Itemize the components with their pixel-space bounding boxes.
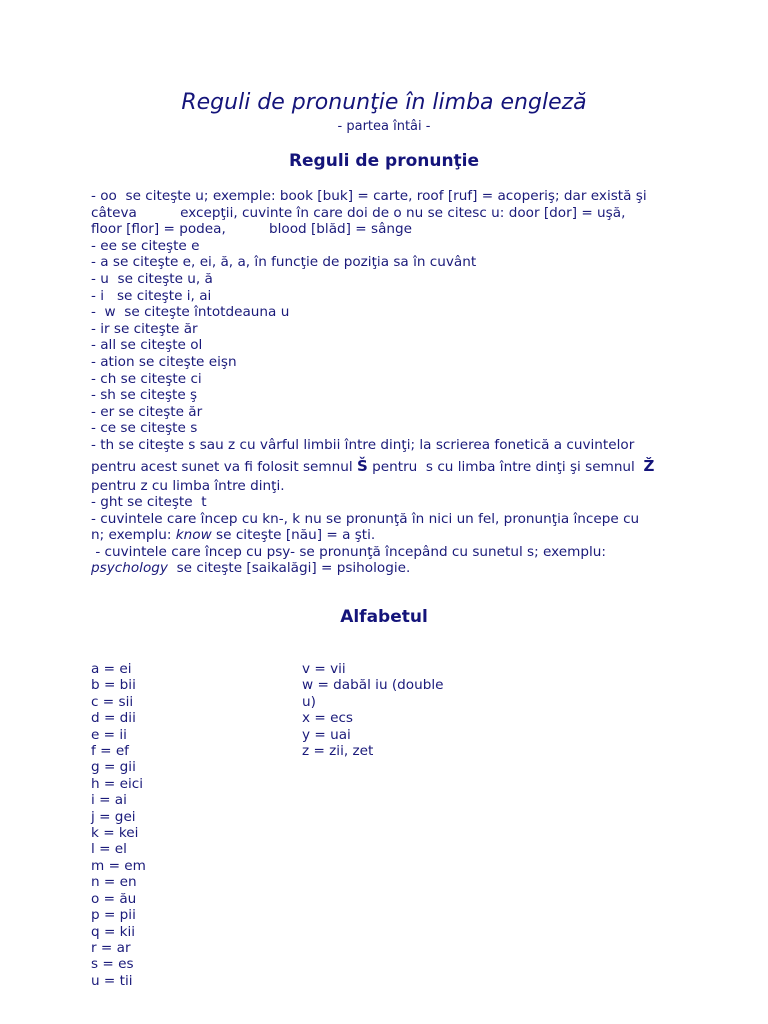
rule-line: - ce se citeşte s xyxy=(91,420,198,437)
alphabet-entry: a = ei xyxy=(91,661,132,677)
rule-line: câteva excepţii, cuvinte în care doi de o nu se citesc u: door [dor] = uşă, xyxy=(91,204,626,221)
alphabet-entry: z = zii, zet xyxy=(302,743,374,760)
rule-line: - sh se citeşte ş xyxy=(91,387,198,404)
alphabet-entry: p = pii xyxy=(91,907,136,924)
alphabet-column-2 xyxy=(302,661,462,759)
symbol-z: Ž xyxy=(643,456,655,475)
rule-line: pentru z cu limba între dinţi. xyxy=(91,477,285,494)
rule-text: se citeşte [saikalăgi] = psihologie. xyxy=(167,560,411,577)
alphabet-entry: i = ai xyxy=(91,792,127,809)
alphabet-entry: x = ecs xyxy=(302,710,353,727)
alphabet-entry: r = ar xyxy=(91,939,131,956)
rule-line: - th se citeşte s sau z cu vârful limbii între dinţi; la scrierea fonetică a cuvintelor xyxy=(91,436,635,453)
alphabet-entry: e = ii xyxy=(91,726,127,743)
alphabet-entry: w = dabăl iu (double xyxy=(302,677,444,694)
alphabet-entry: s = es xyxy=(91,956,134,973)
page-subtitle: - partea întâi - xyxy=(337,119,431,134)
alphabet-entry: q = kii xyxy=(91,923,136,940)
rule-line: - w se citeşte întotdeauna u xyxy=(91,304,290,321)
rule-text: pentru acest sunet va fi folosit semnul xyxy=(91,458,357,475)
rule-text: se citeşte [nău] = a şti. xyxy=(211,527,376,544)
rule-text: pentru s cu limba între dinţi şi semnul xyxy=(367,458,644,475)
rule-line: - ee se citeşte e xyxy=(91,237,200,254)
alphabet-entry: v = vii xyxy=(302,661,346,677)
section-heading-rules: Reguli de pronunţie xyxy=(288,151,480,171)
alphabet-entry: g = gii xyxy=(91,759,136,776)
rule-line: - ght se citeşte t xyxy=(91,494,207,511)
alphabet-entry: n = en xyxy=(91,874,137,891)
rule-line: - ch se citeşte ci xyxy=(91,370,202,387)
rule-line: floor [flor] = podea, blood [blăd] = sânge xyxy=(91,221,413,238)
rule-line: - ation se citeşte eişn xyxy=(91,353,237,370)
alphabet-entry: h = eici xyxy=(91,775,144,792)
rule-line: - a se citeşte e, ei, ă, a, în funcţie de poziţia sa în cuvânt xyxy=(91,254,477,271)
rule-line xyxy=(91,454,691,478)
rule-line: - oo se citeşte u; exemple: book [buk] = carte, roof [ruf] = acoperiş; dar există şi xyxy=(91,188,647,204)
rule-line: - cuvintele care încep cu kn-, k nu se pronunţă în nici un fel, pronunţia începe cu xyxy=(91,510,640,527)
alphabet-entry: d = dii xyxy=(91,710,136,727)
rule-line: - cuvintele care încep cu psy- se pronunţă începând cu sunetul s; exemplu: xyxy=(91,543,606,560)
symbol-s: Š xyxy=(357,456,368,475)
rule-line xyxy=(91,527,691,544)
alphabet-column-1 xyxy=(91,661,291,989)
alphabet-entry: l = el xyxy=(91,841,127,858)
page-title: Reguli de pronunţie în limba engleză xyxy=(181,90,587,115)
alphabet-entry: y = uai xyxy=(302,726,351,743)
rule-line: - ir se citeşte ăr xyxy=(91,320,198,337)
alphabet-entry: j = gei xyxy=(91,808,136,825)
example-word: psychology xyxy=(91,560,168,577)
rule-line: - i se citeşte i, ai xyxy=(91,287,212,304)
alphabet-entry: o = ău xyxy=(91,890,137,907)
rule-line: - u se citeşte u, ă xyxy=(91,270,213,287)
rule-line: - all se citeşte ol xyxy=(91,337,203,354)
alphabet-entry: u) xyxy=(302,693,316,710)
rules-list xyxy=(91,188,691,577)
alphabet-entry: f = ef xyxy=(91,743,129,760)
rule-line xyxy=(91,560,691,577)
alphabet-entry: c = sii xyxy=(91,693,134,710)
alphabet-entry: b = bii xyxy=(91,677,136,694)
section-heading-alphabet: Alfabetul xyxy=(340,607,428,627)
rule-line: - er se citeşte ăr xyxy=(91,403,203,420)
rule-text: n; exemplu: xyxy=(91,527,176,544)
alphabet-entry: m = em xyxy=(91,857,146,874)
alphabet-entry: k = kei xyxy=(91,825,139,842)
alphabet-entry: u = tii xyxy=(91,972,133,989)
example-word: know xyxy=(175,527,212,544)
